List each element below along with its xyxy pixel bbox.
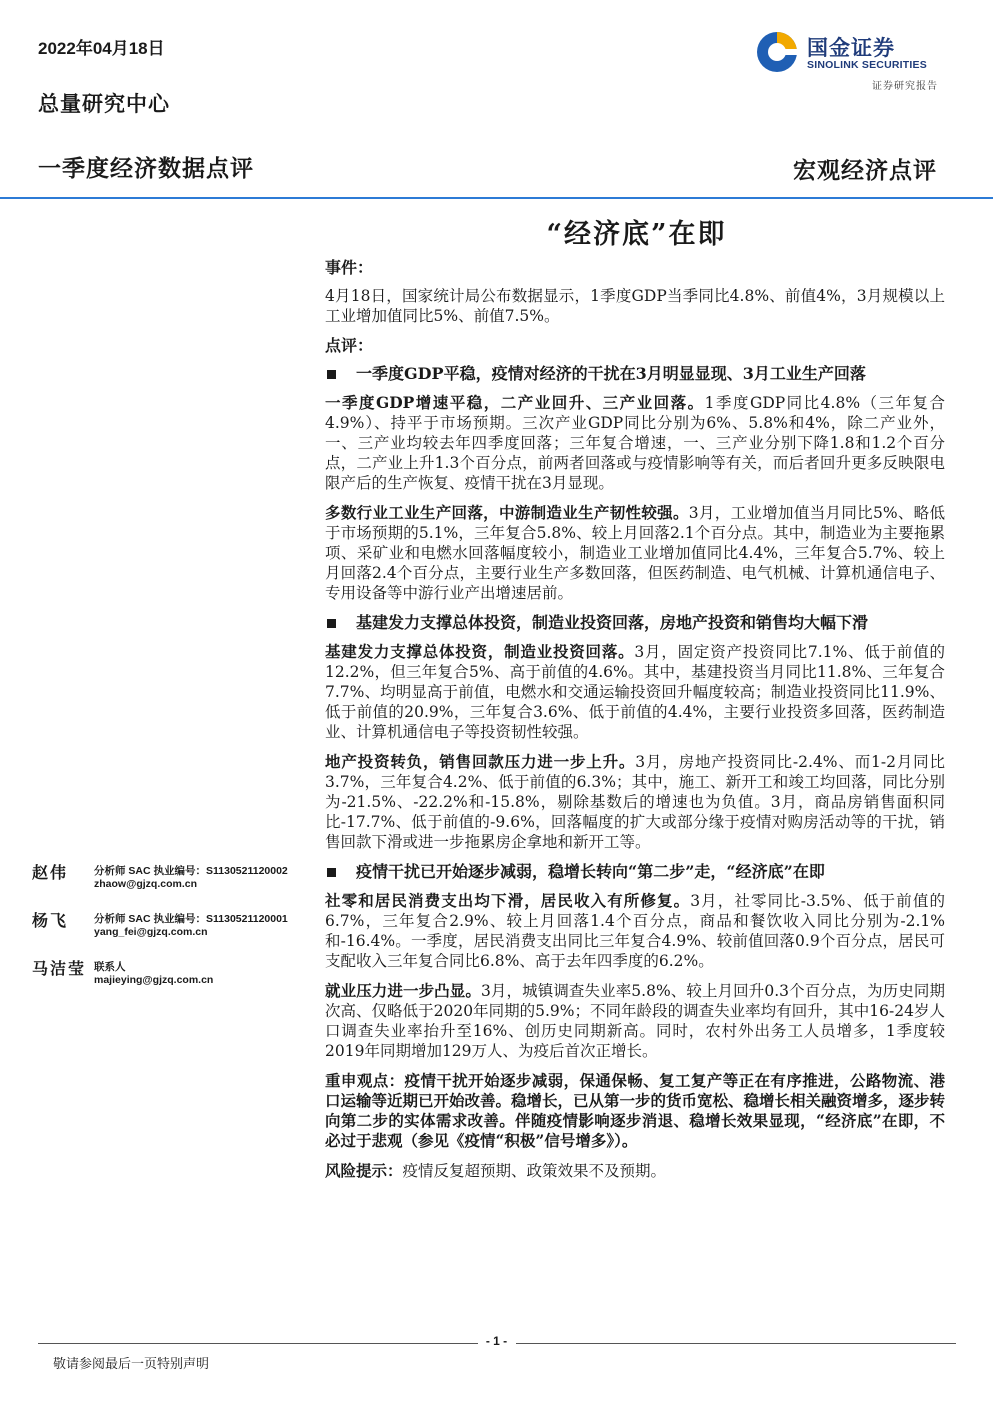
risk-label: 风险提示： [325, 1161, 403, 1180]
paragraph-lead-rest: 疫情干扰开始逐步减弱，保通保畅、复工复产等正在有序推进，公路物流、港口运输等近期已开始改善。稳增长，已从第一步的货币宽松、稳增长相关融资增多，逐步转向第二步的实体需求改善。伴随疫情影响逐步消退、稳增长效果显现，“经济底”在即，不必过于悲观（参见《疫情“积极”信号增多》）。 [325, 1071, 946, 1150]
paragraph-body: 3月，城镇调查失业率5.8%、较上月回升0.3个百分点，为历史同期次高、仅略低于2020年同期的5.9%；不同年龄段的调查失业率均有回升，其中16-24岁人口调查失业率抬升至16%、创历史同期新高。同时，农村外出务工人员增多，1季度较2019年同期增加129万人、为疫后首次正增长。 [325, 982, 945, 1060]
section-heading-text: 疫情干扰已开始逐步减弱，稳增长转向“第二步”走，“经济底”在即 [356, 862, 825, 881]
bullet-square-icon [327, 619, 336, 628]
report-category: 宏观经济点评 [793, 157, 937, 184]
analyst-role: 分析师 SAC 执业编号：S1130521120002 [94, 865, 288, 877]
logo-chinese-name: 国金证券 [807, 36, 895, 60]
logo-subtitle: 证券研究报告 [872, 81, 938, 92]
paragraph-body: 3月，工业增加值当月同比5%、略低于市场预期的5.1%，三年复合5.8%、较上月回落2.1个百分点。其中，制造业为主要拖累项、采矿业和电燃水回落幅度较小，制造业工业增加值同比4.4%，三年复合5.7%、较上月回落2.4个百分点，主要行业生产多数回落，但医药制造、电气机械、计算机通信电子、专用设备等中游行业产出增速居前。 [325, 504, 945, 602]
analyst-email[interactable]: zhaow@gjzq.com.cn [94, 878, 197, 890]
bullet-square-icon [327, 370, 336, 379]
page-number: - 1 - [485, 1334, 508, 1348]
paragraph [325, 642, 945, 742]
paragraph-lead: 社零和居民消费支出均下滑，居民收入有所修复。 [325, 891, 691, 910]
section-heading [325, 862, 945, 882]
paragraph-lead: 就业压力进一步凸显。 [325, 981, 481, 1000]
event-text: 4月18日，国家统计局公布数据显示，1季度GDP当季同比4.8%、前值4%，3月规模以上工业增加值同比5%、前值7.5%。 [325, 287, 945, 325]
analyst-entry [32, 956, 312, 1004]
header-divider [0, 197, 993, 199]
paragraph-body: 1季度GDP同比4.8%（三年复合4.9%）、持平于市场预期。三次产业GDP同比分别为6%、5.8%和4%，除二产业外，一、三产业均较去年四季度回落；三年复合增速，一、三产业分别下降1.8和1.2个百分点，二产业上升1.3个百分点，前两者回落或与疫情影响等有关，而后者回升更多反映限电限产后的生产恢复、疫情干扰在3月显现。 [325, 394, 945, 492]
analyst-email[interactable]: majieying@gjzq.com.cn [94, 974, 214, 986]
event-label: 事件： [325, 258, 374, 277]
paragraph-body: 3月，固定资产投资同比7.1%、低于前值的12.2%，但三年复合5%、高于前值的4.6%。其中，基建投资当月同比11.8%、三年复合7.7%、均明显高于前值，电燃水和交通运输投资回升幅度较高；制造业投资同比11.9%、低于前值的20.9%，三年复合3.6%、低于前值的4.4%，主要行业投资多回落，医药制造业、计算机通信电子等投资韧性较强。 [325, 643, 945, 741]
paragraph [325, 981, 945, 1061]
bullet-square-icon [327, 868, 336, 877]
comment-label: 点评： [325, 336, 374, 355]
risk-paragraph [325, 1161, 945, 1181]
analyst-email[interactable]: yang_fei@gjzq.com.cn [94, 926, 208, 938]
section-heading-text: 基建发力支撑总体投资，制造业投资回落，房地产投资和销售均大幅下滑 [356, 613, 869, 632]
paragraph [325, 503, 945, 603]
paragraph-lead: 地产投资转负，销售回款压力进一步上升。 [325, 752, 636, 771]
analyst-name: 杨飞 [32, 911, 69, 930]
main-title: “经济底”在即 [546, 219, 727, 250]
paragraph-lead: 基建发力支撑总体投资，制造业投资回落。 [325, 642, 635, 661]
section-heading-text: 一季度GDP平稳，疫情对经济的干扰在3月明显显现、3月工业生产回落 [356, 364, 866, 383]
analyst-name: 赵伟 [32, 863, 69, 882]
logo-emblem-icon [755, 30, 799, 74]
section-heading [325, 364, 945, 384]
paragraph-lead: 一季度GDP增速平稳，二产业回升、三产业回落。 [325, 393, 705, 412]
section-heading [325, 613, 945, 633]
department-name: 总量研究中心 [38, 91, 170, 116]
paragraph [325, 752, 945, 852]
analyst-entry [32, 908, 312, 956]
logo-english-name: SINOLINK SECURITIES [807, 59, 927, 71]
analyst-role: 联系人 [94, 961, 126, 973]
paragraph-lead: 多数行业工业生产回落，中游制造业生产韧性较强。 [325, 503, 689, 522]
paragraph [325, 891, 945, 971]
analyst-role: 分析师 SAC 执业编号：S1130521120001 [94, 913, 288, 925]
report-date: 2022年04月18日 [38, 39, 165, 58]
paragraph-body: 3月，社零同比-3.5%、低于前值的6.7%，三年复合2.9%、较上月回落1.4个百分点，商品和餐饮收入同比分别为-2.1%和-16.4%。一季度，居民消费支出同比三年复合4.9%、较前值回落0.9个百分点，居民可支配收入三年复合同比6.8%、高于去年四季度的6.2%。 [325, 892, 945, 970]
paragraph [325, 393, 945, 493]
risk-text: 疫情反复超预期、政策效果不及预期。 [402, 1162, 667, 1180]
series-title: 一季度经济数据点评 [38, 155, 254, 182]
analyst-name: 马洁莹 [32, 959, 87, 978]
key-view-paragraph [325, 1071, 945, 1151]
report-body [325, 258, 945, 1191]
footer-disclaimer: 敬请参阅最后一页特别声明 [53, 1357, 210, 1372]
paragraph-body: 3月，房地产投资同比-2.4%、而1-2月同比3.7%，三年复合4.2%、低于前值的6.3%；其中，施工、新开工和竣工均回落，同比分别为-21.5%、-22.2%和-15.8%，剔除基数后的增速也为负值。3月，商品房销售面积同比-17.7%、低于前值的-9.6%，回落幅度的扩大或部分缘于疫情对购房活动等的干扰，销售回款下滑或进一步拖累房企拿地和新开工等。 [325, 753, 945, 851]
analyst-entry [32, 860, 312, 908]
analyst-list [32, 860, 312, 1004]
company-logo [755, 30, 950, 94]
paragraph-lead: 重申观点： [325, 1071, 405, 1090]
